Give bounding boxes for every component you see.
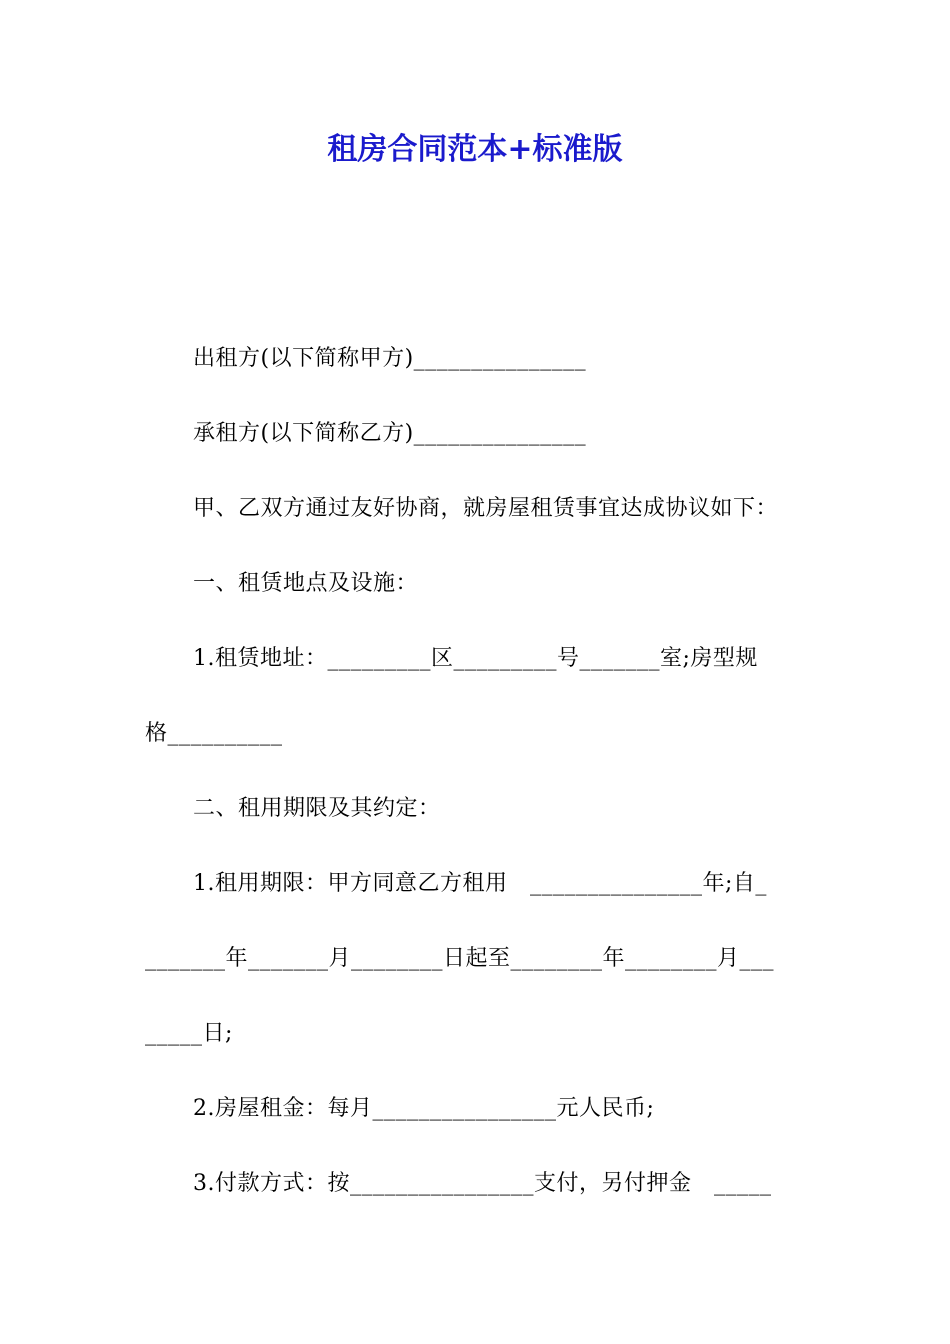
clause-2-1-end: _____日; xyxy=(145,1021,233,1046)
clause-1-1-continued: 格__________ xyxy=(145,721,283,746)
clause-2-2-rent: 2.房屋租金：每月________________元人民币; xyxy=(193,1096,655,1121)
clause-2-3-payment: 3.付款方式：按________________支付，另付押金 _____ xyxy=(193,1171,772,1196)
clause-2-1-dates: _______年_______月________日起至________年________月___ xyxy=(145,946,775,971)
lessor-line: 出租方(以下简称甲方)_______________ xyxy=(193,346,587,371)
section-2-heading: 二、租用期限及其约定： xyxy=(193,796,441,821)
clause-1-1-address: 1.租赁地址：_________区_________号_______室;房型规 xyxy=(193,646,758,671)
clause-2-1-term: 1.租用期限：甲方同意乙方租用 _______________年;自_ xyxy=(193,871,767,896)
section-1-heading: 一、租赁地点及设施： xyxy=(193,571,419,596)
lessee-line: 承租方(以下简称乙方)_______________ xyxy=(193,421,587,446)
agreement-intro: 甲、乙双方通过友好协商，就房屋租赁事宜达成协议如下： xyxy=(193,496,779,521)
document-title: 租房合同范本+标准版 xyxy=(327,132,623,167)
